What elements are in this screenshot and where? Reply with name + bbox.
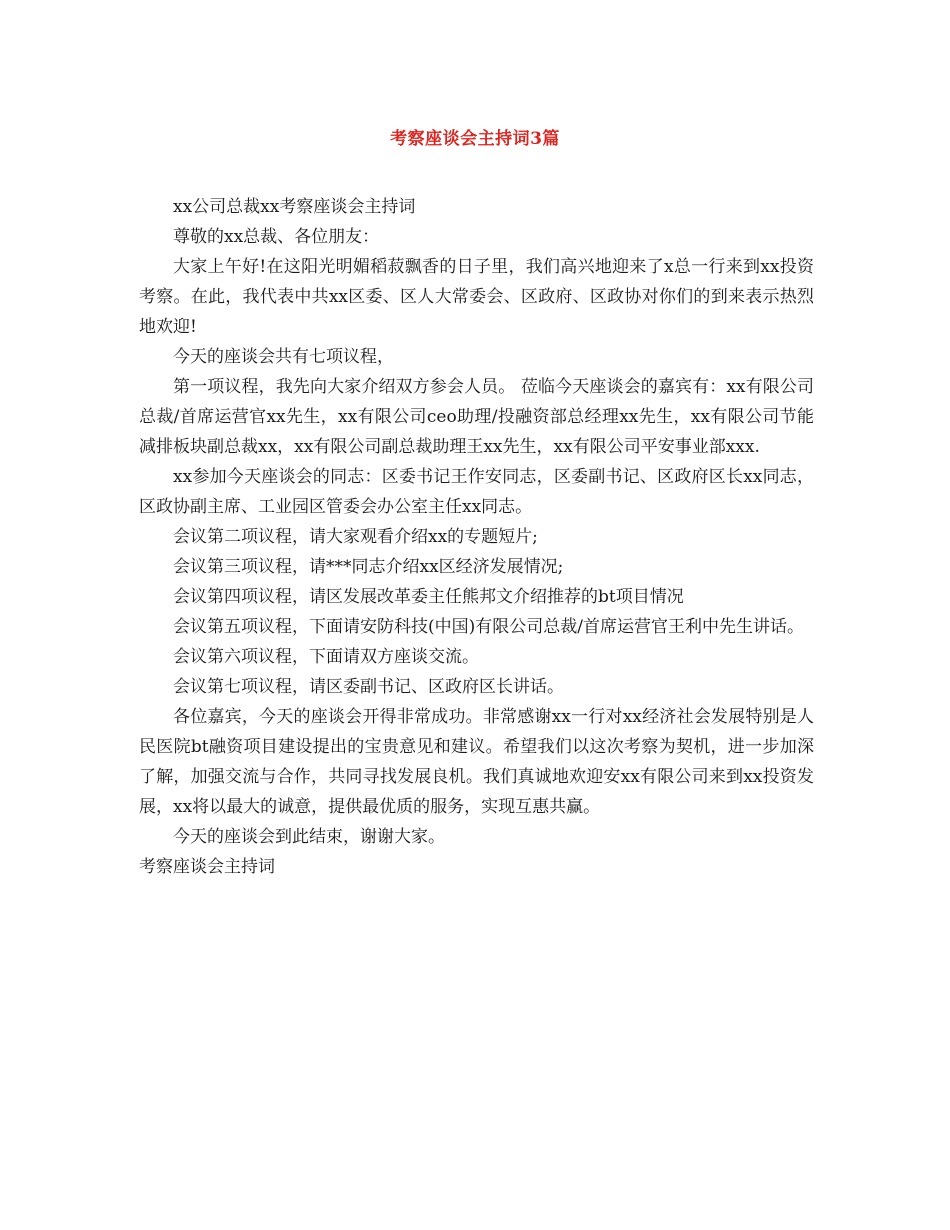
paragraph-participants: xx参加今天座谈会的同志：区委书记王作安同志，区委副书记、区政府区长xx同志，区政协副主席、工业园区管委会办公室主任xx同志。	[139, 467, 814, 517]
paragraph-agenda-6: 会议第六项议程，下面请双方座谈交流。	[173, 647, 479, 667]
paragraph-closing-remarks: 各位嘉宾，今天的座谈会开得非常成功。非常感谢xx一行对xx经济社会发展特别是人民医院bt融资项目建设提出的宝贵意见和建议。希望我们以这次考察为契机，进一步加深了解，加强交流与合作，共同寻找发展良机。我们真诚地欢迎安xx有限公司来到xx投资发展，xx将以最大的诚意，提供最优质的服务，实现互惠共赢。	[139, 707, 814, 817]
paragraph-agenda-5: 会议第五项议程，下面请安防科技(中国)有限公司总裁/首席运营官王利中先生讲话。	[173, 617, 804, 637]
paragraph-agenda-4: 会议第四项议程，请区发展改革委主任熊邦文介绍推荐的bt项目情况	[173, 587, 684, 607]
paragraph-agenda-3: 会议第三项议程，请***同志介绍xx区经济发展情况;	[173, 557, 564, 577]
paragraph-greeting: 大家上午好!在这阳光明媚稻菽飘香的日子里，我们高兴地迎来了x总一行来到xx投资考察。在此，我代表中共xx区委、区人大常委会、区政府、区政协对你们的到来表示热烈地欢迎!	[139, 257, 814, 337]
paragraph-agenda-2: 会议第二项议程，请大家观看介绍xx的专题短片;	[173, 527, 538, 547]
document-body	[139, 192, 814, 882]
paragraph-closing: 今天的座谈会到此结束，谢谢大家。	[173, 827, 445, 847]
paragraph-agenda-7: 会议第七项议程，请区委副书记、区政府区长讲话。	[173, 677, 564, 697]
paragraph-salutation: 尊敬的xx总裁、各位朋友：	[173, 227, 380, 247]
document-title: 考察座谈会主持词3篇	[390, 129, 560, 149]
paragraph-heading: xx公司总裁xx考察座谈会主持词	[173, 197, 416, 217]
paragraph-agenda-intro: 今天的座谈会共有七项议程，	[173, 347, 394, 367]
paragraph-agenda-1: 第一项议程，我先向大家介绍双方参会人员。 莅临今天座谈会的嘉宾有：xx有限公司总裁/首席运营官xx先生，xx有限公司ceo助理/投融资部总经理xx先生，xx有限公司节能减排板块副总裁xx，xx有限公司副总裁助理王xx先生，xx有限公司平安事业部xxx.	[139, 377, 814, 457]
section-heading: 考察座谈会主持词	[139, 857, 275, 877]
